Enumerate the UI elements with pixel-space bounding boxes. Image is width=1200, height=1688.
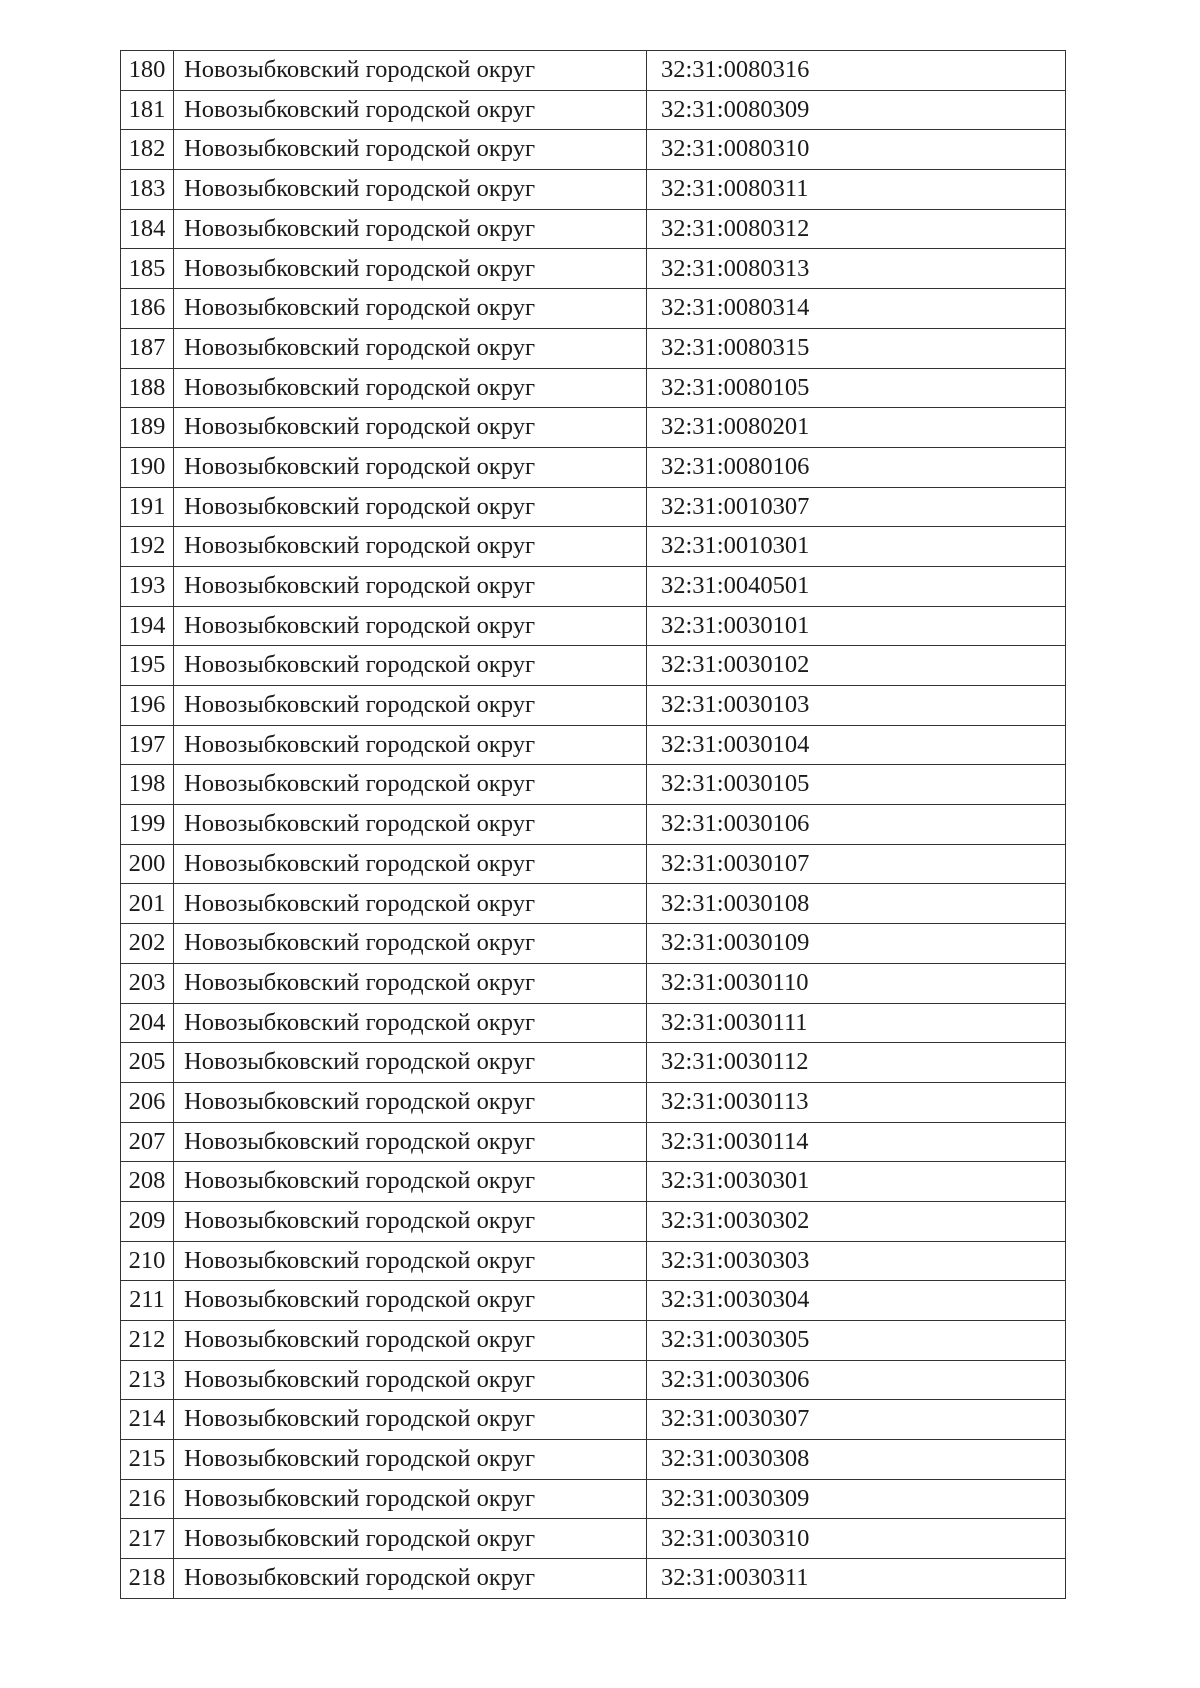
row-number-cell: 191 bbox=[121, 487, 174, 527]
municipality-name-cell: Новозыбковский городской округ bbox=[174, 1201, 647, 1241]
table-row bbox=[121, 447, 1066, 487]
municipality-name-cell: Новозыбковский городской округ bbox=[174, 1479, 647, 1519]
municipality-name-cell: Новозыбковский городской округ bbox=[174, 725, 647, 765]
table-row bbox=[121, 51, 1066, 91]
municipality-name-cell: Новозыбковский городской округ bbox=[174, 51, 647, 91]
cadastral-code-cell: 32:31:0080314 bbox=[647, 289, 1066, 329]
row-number-cell: 189 bbox=[121, 408, 174, 448]
table-row bbox=[121, 924, 1066, 964]
municipality-name-cell: Новозыбковский городской округ bbox=[174, 447, 647, 487]
table-row bbox=[121, 1519, 1066, 1559]
table-row bbox=[121, 646, 1066, 686]
cadastral-code-cell: 32:31:0080311 bbox=[647, 170, 1066, 210]
cadastral-code-cell: 32:31:0080313 bbox=[647, 249, 1066, 289]
row-number-cell: 207 bbox=[121, 1122, 174, 1162]
cadastral-code-cell: 32:31:0030104 bbox=[647, 725, 1066, 765]
table-row bbox=[121, 328, 1066, 368]
cadastral-code-cell: 32:31:0030308 bbox=[647, 1440, 1066, 1480]
cadastral-code-cell: 32:31:0010307 bbox=[647, 487, 1066, 527]
municipality-name-cell: Новозыбковский городской округ bbox=[174, 249, 647, 289]
table-row bbox=[121, 130, 1066, 170]
municipality-name-cell: Новозыбковский городской округ bbox=[174, 606, 647, 646]
row-number-cell: 187 bbox=[121, 328, 174, 368]
table-row bbox=[121, 725, 1066, 765]
cadastral-code-cell: 32:31:0080316 bbox=[647, 51, 1066, 91]
cadastral-code-cell: 32:31:0030311 bbox=[647, 1559, 1066, 1599]
municipality-name-cell: Новозыбковский городской округ bbox=[174, 1162, 647, 1202]
municipality-name-cell: Новозыбковский городской округ bbox=[174, 408, 647, 448]
table-row bbox=[121, 408, 1066, 448]
municipality-name-cell: Новозыбковский городской округ bbox=[174, 646, 647, 686]
table-row bbox=[121, 963, 1066, 1003]
cadastral-code-cell: 32:31:0030112 bbox=[647, 1043, 1066, 1083]
table-row bbox=[121, 368, 1066, 408]
table-body bbox=[121, 51, 1066, 1599]
cadastral-code-cell: 32:31:0030113 bbox=[647, 1082, 1066, 1122]
municipality-name-cell: Новозыбковский городской округ bbox=[174, 805, 647, 845]
row-number-cell: 195 bbox=[121, 646, 174, 686]
cadastral-code-cell: 32:31:0030108 bbox=[647, 884, 1066, 924]
row-number-cell: 185 bbox=[121, 249, 174, 289]
municipality-name-cell: Новозыбковский городской округ bbox=[174, 884, 647, 924]
municipality-name-cell: Новозыбковский городской округ bbox=[174, 686, 647, 726]
row-number-cell: 203 bbox=[121, 963, 174, 1003]
row-number-cell: 181 bbox=[121, 90, 174, 130]
table-row bbox=[121, 1440, 1066, 1480]
row-number-cell: 215 bbox=[121, 1440, 174, 1480]
row-number-cell: 197 bbox=[121, 725, 174, 765]
cadastral-table bbox=[120, 50, 1066, 1599]
table-row bbox=[121, 1201, 1066, 1241]
cadastral-code-cell: 32:31:0030103 bbox=[647, 686, 1066, 726]
cadastral-code-cell: 32:31:0080106 bbox=[647, 447, 1066, 487]
row-number-cell: 217 bbox=[121, 1519, 174, 1559]
municipality-name-cell: Новозыбковский городской округ bbox=[174, 1281, 647, 1321]
municipality-name-cell: Новозыбковский городской округ bbox=[174, 924, 647, 964]
municipality-name-cell: Новозыбковский городской округ bbox=[174, 170, 647, 210]
table-row bbox=[121, 1400, 1066, 1440]
table-row bbox=[121, 566, 1066, 606]
table-row bbox=[121, 805, 1066, 845]
cadastral-code-cell: 32:31:0030109 bbox=[647, 924, 1066, 964]
row-number-cell: 183 bbox=[121, 170, 174, 210]
table-row bbox=[121, 884, 1066, 924]
table-row bbox=[121, 289, 1066, 329]
municipality-name-cell: Новозыбковский городской округ bbox=[174, 328, 647, 368]
cadastral-code-cell: 32:31:0030114 bbox=[647, 1122, 1066, 1162]
table-row bbox=[121, 1360, 1066, 1400]
cadastral-code-cell: 32:31:0030307 bbox=[647, 1400, 1066, 1440]
municipality-name-cell: Новозыбковский городской округ bbox=[174, 844, 647, 884]
cadastral-code-cell: 32:31:0030306 bbox=[647, 1360, 1066, 1400]
row-number-cell: 196 bbox=[121, 686, 174, 726]
row-number-cell: 214 bbox=[121, 1400, 174, 1440]
row-number-cell: 201 bbox=[121, 884, 174, 924]
row-number-cell: 211 bbox=[121, 1281, 174, 1321]
cadastral-code-cell: 32:31:0030305 bbox=[647, 1321, 1066, 1361]
municipality-name-cell: Новозыбковский городской округ bbox=[174, 1321, 647, 1361]
municipality-name-cell: Новозыбковский городской округ bbox=[174, 130, 647, 170]
cadastral-code-cell: 32:31:0040501 bbox=[647, 566, 1066, 606]
table-row bbox=[121, 1321, 1066, 1361]
row-number-cell: 208 bbox=[121, 1162, 174, 1202]
municipality-name-cell: Новозыбковский городской округ bbox=[174, 368, 647, 408]
municipality-name-cell: Новозыбковский городской округ bbox=[174, 1241, 647, 1281]
cadastral-code-cell: 32:31:0080201 bbox=[647, 408, 1066, 448]
row-number-cell: 205 bbox=[121, 1043, 174, 1083]
table-row bbox=[121, 1559, 1066, 1599]
municipality-name-cell: Новозыбковский городской округ bbox=[174, 1360, 647, 1400]
municipality-name-cell: Новозыбковский городской округ bbox=[174, 566, 647, 606]
municipality-name-cell: Новозыбковский городской округ bbox=[174, 527, 647, 567]
table-row bbox=[121, 765, 1066, 805]
cadastral-code-cell: 32:31:0030309 bbox=[647, 1479, 1066, 1519]
row-number-cell: 193 bbox=[121, 566, 174, 606]
cadastral-code-cell: 32:31:0010301 bbox=[647, 527, 1066, 567]
cadastral-code-cell: 32:31:0030110 bbox=[647, 963, 1066, 1003]
municipality-name-cell: Новозыбковский городской округ bbox=[174, 765, 647, 805]
row-number-cell: 209 bbox=[121, 1201, 174, 1241]
row-number-cell: 188 bbox=[121, 368, 174, 408]
table-row bbox=[121, 1241, 1066, 1281]
row-number-cell: 216 bbox=[121, 1479, 174, 1519]
row-number-cell: 192 bbox=[121, 527, 174, 567]
municipality-name-cell: Новозыбковский городской округ bbox=[174, 1400, 647, 1440]
table-row bbox=[121, 606, 1066, 646]
municipality-name-cell: Новозыбковский городской округ bbox=[174, 289, 647, 329]
municipality-name-cell: Новозыбковский городской округ bbox=[174, 1043, 647, 1083]
cadastral-code-cell: 32:31:0080309 bbox=[647, 90, 1066, 130]
table-row bbox=[121, 1003, 1066, 1043]
row-number-cell: 212 bbox=[121, 1321, 174, 1361]
cadastral-code-cell: 32:31:0030304 bbox=[647, 1281, 1066, 1321]
row-number-cell: 202 bbox=[121, 924, 174, 964]
municipality-name-cell: Новозыбковский городской округ bbox=[174, 90, 647, 130]
table-row bbox=[121, 1162, 1066, 1202]
row-number-cell: 210 bbox=[121, 1241, 174, 1281]
municipality-name-cell: Новозыбковский городской округ bbox=[174, 963, 647, 1003]
table-row bbox=[121, 170, 1066, 210]
municipality-name-cell: Новозыбковский городской округ bbox=[174, 487, 647, 527]
cadastral-code-cell: 32:31:0030107 bbox=[647, 844, 1066, 884]
cadastral-code-cell: 32:31:0080105 bbox=[647, 368, 1066, 408]
cadastral-code-cell: 32:31:0030102 bbox=[647, 646, 1066, 686]
cadastral-code-cell: 32:31:0030105 bbox=[647, 765, 1066, 805]
municipality-name-cell: Новозыбковский городской округ bbox=[174, 1003, 647, 1043]
row-number-cell: 198 bbox=[121, 765, 174, 805]
row-number-cell: 213 bbox=[121, 1360, 174, 1400]
table-row bbox=[121, 1479, 1066, 1519]
cadastral-code-cell: 32:31:0030303 bbox=[647, 1241, 1066, 1281]
row-number-cell: 182 bbox=[121, 130, 174, 170]
table-row bbox=[121, 686, 1066, 726]
table-row bbox=[121, 527, 1066, 567]
municipality-name-cell: Новозыбковский городской округ bbox=[174, 209, 647, 249]
cadastral-code-cell: 32:31:0080310 bbox=[647, 130, 1066, 170]
row-number-cell: 199 bbox=[121, 805, 174, 845]
municipality-name-cell: Новозыбковский городской округ bbox=[174, 1440, 647, 1480]
row-number-cell: 186 bbox=[121, 289, 174, 329]
cadastral-code-cell: 32:31:0030111 bbox=[647, 1003, 1066, 1043]
table-row bbox=[121, 844, 1066, 884]
municipality-name-cell: Новозыбковский городской округ bbox=[174, 1122, 647, 1162]
cadastral-code-cell: 32:31:0080312 bbox=[647, 209, 1066, 249]
municipality-name-cell: Новозыбковский городской округ bbox=[174, 1082, 647, 1122]
municipality-name-cell: Новозыбковский городской округ bbox=[174, 1559, 647, 1599]
cadastral-code-cell: 32:31:0030302 bbox=[647, 1201, 1066, 1241]
table-row bbox=[121, 90, 1066, 130]
row-number-cell: 218 bbox=[121, 1559, 174, 1599]
table-row bbox=[121, 1281, 1066, 1321]
row-number-cell: 204 bbox=[121, 1003, 174, 1043]
table-row bbox=[121, 1043, 1066, 1083]
table-row bbox=[121, 209, 1066, 249]
row-number-cell: 190 bbox=[121, 447, 174, 487]
row-number-cell: 194 bbox=[121, 606, 174, 646]
cadastral-code-cell: 32:31:0080315 bbox=[647, 328, 1066, 368]
row-number-cell: 180 bbox=[121, 51, 174, 91]
row-number-cell: 206 bbox=[121, 1082, 174, 1122]
cadastral-code-cell: 32:31:0030301 bbox=[647, 1162, 1066, 1202]
cadastral-code-cell: 32:31:0030101 bbox=[647, 606, 1066, 646]
table-row bbox=[121, 1082, 1066, 1122]
table-row bbox=[121, 487, 1066, 527]
municipality-name-cell: Новозыбковский городской округ bbox=[174, 1519, 647, 1559]
cadastral-code-cell: 32:31:0030106 bbox=[647, 805, 1066, 845]
cadastral-code-cell: 32:31:0030310 bbox=[647, 1519, 1066, 1559]
table-row bbox=[121, 249, 1066, 289]
row-number-cell: 200 bbox=[121, 844, 174, 884]
table-row bbox=[121, 1122, 1066, 1162]
row-number-cell: 184 bbox=[121, 209, 174, 249]
